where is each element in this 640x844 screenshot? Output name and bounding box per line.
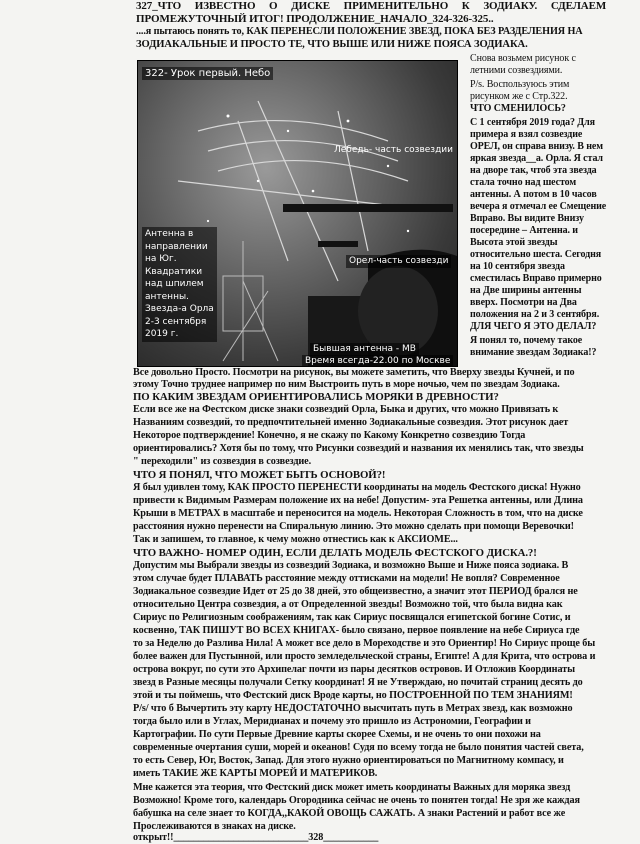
sidebar-line: ЧТО СМЕНИЛОСЬ? xyxy=(470,103,566,114)
body-line: Мне кажется эта теория, что Фестский диск может иметь координаты Важных для моряка звезд xyxy=(133,782,571,793)
body-line: Названиям созвездий, то предпочтительней именно Зодиакальные созвездия. Этот рисунок дает xyxy=(133,417,569,428)
body-line: Допустим мы Выбрали звезды из созвездий Зодиака, и возможно Выше и Ниже пояса зодиака. В xyxy=(133,560,569,571)
dark-bar-2 xyxy=(318,241,358,247)
body-line: Сириус по Религиозным соображениям, так как Сириус посвящался египетской богине Сотис, и xyxy=(133,612,571,623)
body-line: иметь ТАКИЕ ЖЕ КАРТЫ МОРЕЙ И МАТЕРИКОВ. xyxy=(133,768,378,779)
body-line: этой и ты поймешь, что Фестский диск Вроде карты, но ПОСТРОЕННОЙ ПО ТЕМ ЗНАНИЯМ! xyxy=(133,690,573,701)
body-line: относительно Центра созвездия, а от Определенной звезды! Возможно той, что была видна как xyxy=(133,599,563,610)
footer-line: открыт!!___________________________328___________ xyxy=(133,832,379,843)
sidebar-line: положения на 2 и 3 сентября. xyxy=(470,309,600,320)
antenna-line: Звезда-а Орла xyxy=(145,304,214,314)
header-line-2: ПРОМЕЖУТОЧНЫЙ ИТОГ! ПРОДОЛЖЕНИЕ_НАЧАЛО_324-326-325.. xyxy=(136,13,494,25)
body-line: P/s/ что б Вычертить эту карту НЕДОСТАТОЧНО высчитать путь в Метрах звезд, как возможно xyxy=(133,703,573,714)
label-antenna-block xyxy=(142,227,217,342)
antenna-line: направлении xyxy=(145,241,208,252)
body-line: звезд в Разные месяцы получали Сетку координат! Я не Утверждаю, но почитай страниц десять до xyxy=(133,677,583,688)
body-line: Картографии. По сути Первые Древние карты скорее Схемы, и не очень то они похожи на xyxy=(133,729,541,740)
antenna-line: антенны. xyxy=(145,291,189,302)
body-line: расстояния нужно перенести на Спиральную линию. Это можно сделать при помощи Веревочки! xyxy=(133,521,574,532)
body-line: косвенно, ТАК ПИШУТ ВО ВСЕХ КНИГАХ- было связано, первое появление на небе Сириуса где xyxy=(133,625,580,636)
photo-title: 322- Урок первый. Небо xyxy=(142,67,273,80)
body-line: Крыши в МЕТРАХ в масштабе и переносится на модель. Некоторая Сложность в том, что на диске xyxy=(133,508,583,519)
sidebar-line: примера я взял созвездие xyxy=(470,129,583,140)
sidebar-line: С 1 сентября 2019 года? Для xyxy=(470,117,595,128)
body-line: Если все же на Фестском диске знаки созвездий Орла, Быка и других, что можно Привязать к xyxy=(133,404,559,415)
sidebar-line: летними созвездиями. xyxy=(470,65,563,76)
sidebar-line: вечера я отмечал ее Смещение xyxy=(470,201,607,212)
body-heading: ЧТО Я ПОНЯЛ, ЧТО МОЖЕТ БЫТЬ ОСНОВОЙ?! xyxy=(133,469,386,481)
body-line: современные очертания суши, морей и океанов! Судя по всему тогда не было понятия частей света, xyxy=(133,742,584,753)
body-line: Возможно! Кроме того, календарь Огородника сейчас не очень то понятен тогда! Не зря же каждая xyxy=(133,795,580,806)
sidebar-line: ОРЕЛ, он справа внизу. В нем xyxy=(470,141,603,152)
dark-bar-1 xyxy=(283,204,453,212)
sidebar-line: относительно шеста. Сегодня xyxy=(470,249,602,260)
body-line: привести к Видимым Размерам положение их на небе! Допустим- эта Решетка антенны, или Длина xyxy=(133,495,583,506)
sidebar-line: сместилась Вправо примерно xyxy=(470,273,602,284)
label-orel: Орел-часть созвезди xyxy=(346,255,451,268)
body-heading: ЧТО ВАЖНО- НОМЕР ОДИН, ЕСЛИ ДЕЛАТЬ МОДЕЛЬ ФЕСТСКОГО ДИСКА.?! xyxy=(133,547,537,559)
header-line-3: ....я пытаюсь понять то, КАК ПЕРЕНЕСЛИ ПОЛОЖЕНИЕ ЗВЕЗД, ПОКА БЕЗ РАЗДЕЛЕНИЯ НА xyxy=(136,26,583,37)
sidebar-line: стала точно над шестом xyxy=(470,177,577,188)
sidebar-line: антенны. А потом в 10 часов xyxy=(470,189,597,200)
body-line: Так и запишем, то главное, к чему можно отнестись как к АКСИОМЕ... xyxy=(133,534,458,545)
sidebar-line: ДЛЯ ЧЕГО Я ЭТО ДЕЛАЛ? xyxy=(470,321,597,332)
body-line: то есть Север, Юг, Восток, Запад. Для этого нужно ориентироваться по Магнитному компасу, и xyxy=(133,755,564,766)
label-former-antenna: Бывшая антенна - МВ xyxy=(310,343,419,356)
antenna-line: над шпилем xyxy=(145,279,204,289)
label-swan: Лебедь- часть созвездии xyxy=(334,145,454,155)
body-line: Некоторое подтверждение! Конечно, я не скажу по Какому Конкретно созвездию Тогда xyxy=(133,430,526,441)
antenna-line: Антенна в xyxy=(145,229,194,239)
label-time: Время всегда-22.00 по Москве xyxy=(302,355,453,367)
body-line: то за Неделю до Разлива Нила! А может все дело в Мореходстве и это Ориентир! Но Сириус проще бы xyxy=(133,638,596,649)
sidebar-line: яркая звезда__а. Орла. Я стал xyxy=(470,153,603,164)
header-line-4: ЗОДИАКАЛЬНЫЕ И ПРОСТО ТЕ, ЧТО ВЫШЕ ИЛИ НИЖЕ ПОЯСА ЗОДИАКА. xyxy=(136,39,528,50)
body-line: этом случае будет ПЛАВАТЬ расстояние между оттисками на модели! Не вопля? Современное xyxy=(133,573,560,584)
body-line: Я был удивлен тому, КАК ПРОСТО ПЕРЕНЕСТИ координаты на модель Фестского диска! Нужно xyxy=(133,482,581,493)
sidebar-line: на Две ширины антенны xyxy=(470,285,582,296)
antenna-line: на Юг. xyxy=(145,254,177,264)
sidebar-line: рисунком же с Стр.322. xyxy=(470,91,568,102)
body-line: тогда было или в Углах, Меридианах и почему это пришло из Астрономии, Географии и xyxy=(133,716,531,727)
sidebar-line: Снова возьмем рисунок с xyxy=(470,53,576,64)
body-line: Прослеживаются в знаках на диске. xyxy=(133,821,296,832)
body-line: более важен для Пустынной, или просто земледельческой страны, Египте! А для Крита, что острова и xyxy=(133,651,596,662)
sidebar-line: на 10 сентября звезда xyxy=(470,261,565,272)
body-line: Зодиакальное созвездие Идет от 25 до 38 дней, это общеизвестно, а значит этот ПЕРИОД брался не xyxy=(133,586,578,597)
sidebar-line: на дворе так, чтоб эта звезда xyxy=(470,165,597,176)
body-line: этому Точно труднее например по ним Выстроить путь в море ночью, чем по звездам Зодиака. xyxy=(133,379,560,390)
antenna-line: Квадратики xyxy=(145,266,203,277)
body-line: " переходили" из созвездия в созвездие. xyxy=(133,456,312,467)
body-line: бабушка на селе знает то КОГДА,,КАКОЙ ОВОЩЬ САЖАТЬ. А знаки Растений и работ все же xyxy=(133,808,566,819)
antenna-line: 2-3 сентября xyxy=(145,316,207,327)
sidebar-line: P/s. Воспользуюсь этим xyxy=(470,79,570,90)
body-line: ориентировались? Хотя бы по тому, что Рисунки созвездий и названия их менялись так, что звезды xyxy=(133,443,584,454)
sidebar-line: посередине – Антенна. и xyxy=(470,225,578,236)
body-heading: ПО КАКИМ ЗВЕЗДАМ ОРИЕНТИРОВАЛИСЬ МОРЯКИ В ДРЕВНОСТИ? xyxy=(133,391,499,403)
body-line: Все довольно Просто. Посмотри на рисунок, вы можете заметить, что Вверху звезды Кучней, и по xyxy=(133,367,575,378)
sidebar-line: внимание звездам Зодиака!? xyxy=(470,347,597,358)
sky-photo xyxy=(137,60,458,367)
header-line-1: 327_ЧТО ИЗВЕСТНО О ДИСКЕ ПРИМЕНИТЕЛЬНО К ЗОДИАКУ. СДЕЛАЕМ xyxy=(136,0,607,12)
sidebar-line: Высота этой звезды xyxy=(470,237,558,248)
body-line: острова вокруг, по сути это Архипелаг почти из пары десятков островов. И Отложив Координаты xyxy=(133,664,575,675)
sidebar-line: Вправо. Вы видите Внизу xyxy=(470,213,584,224)
antenna-line: 2019 г. xyxy=(145,329,179,339)
sidebar-line: Я понял то, почему такое xyxy=(470,335,583,346)
sidebar-line: вверх. Посмотри на Два xyxy=(470,297,577,308)
